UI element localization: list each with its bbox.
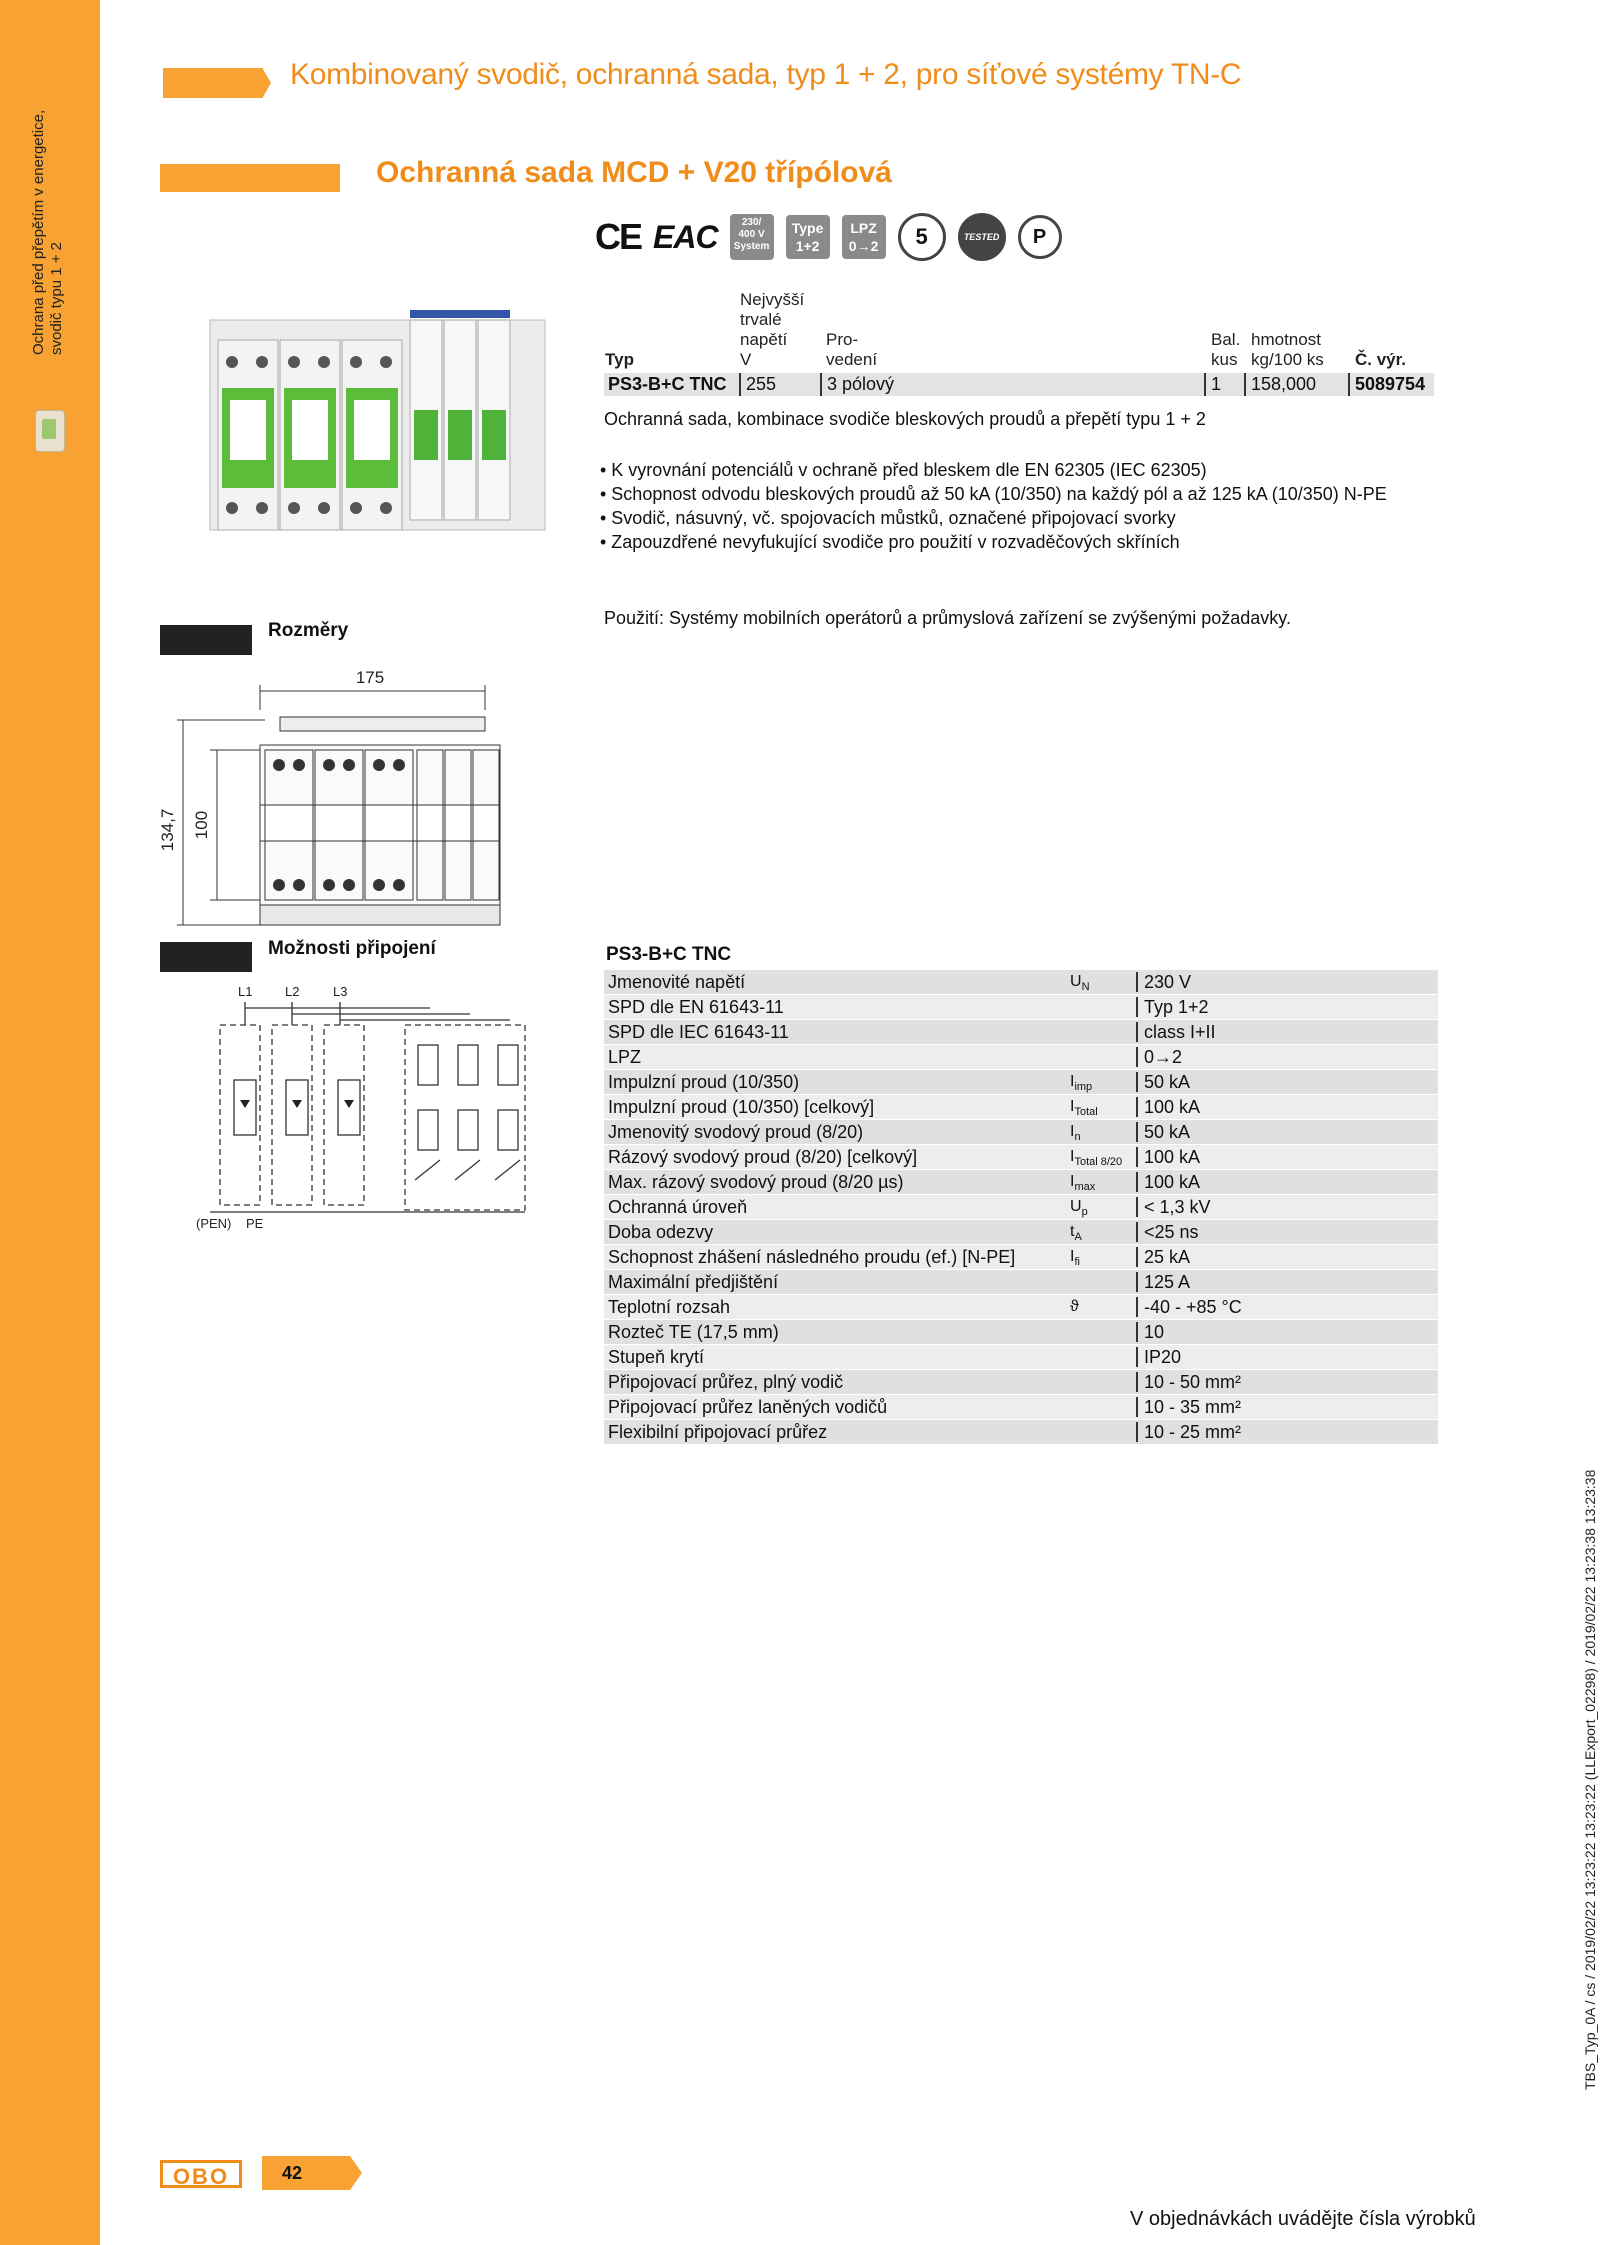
- table-row: [604, 995, 1438, 1020]
- table-row: [604, 1420, 1438, 1445]
- product-image: [210, 300, 545, 550]
- table-row: [604, 1120, 1438, 1145]
- product-thumbnail-icon: [35, 410, 65, 452]
- row-value: 100 kA: [1136, 1147, 1200, 1167]
- tech-table: [604, 970, 1438, 1445]
- system-badge: 230/ 400 V System: [730, 214, 774, 260]
- certification-badges: [595, 214, 1062, 260]
- row-label: Jmenovité napětí: [608, 972, 746, 992]
- feature-item: • Schopnost odvodu bleskových proudů až 50 kA (10/350) na každý pól a až 125 kA (10/350) N-PE: [600, 484, 1387, 504]
- header-tab-marker: [163, 68, 271, 98]
- usage-text: Použití: Systémy mobilních operátorů a průmyslová zařízení se zvýšenými požadavky.: [604, 608, 1291, 628]
- row-label: Jmenovitý svodový proud (8/20): [608, 1122, 864, 1142]
- product-bar-marker: [160, 164, 340, 192]
- type-badge: Type 1+2: [786, 215, 830, 259]
- product-title: Ochranná sada MCD + V20 třípólová: [376, 156, 892, 189]
- dimension-drawing: [158, 665, 555, 935]
- row-label: SPD dle IEC 61643-11: [608, 1022, 789, 1042]
- row-value: 10: [1136, 1322, 1164, 1342]
- table-row: [604, 1270, 1438, 1295]
- page-number-marker: [262, 2156, 362, 2190]
- section-title-dimensions: Rozměry: [268, 620, 349, 641]
- table-row: [604, 1070, 1438, 1095]
- row-value: IP20: [1136, 1347, 1181, 1367]
- row-value: 25 kA: [1136, 1247, 1190, 1267]
- row-symbol: $I_{fi}$: [1070, 1248, 1080, 1269]
- table-row: [604, 1395, 1438, 1420]
- table-row: [604, 1145, 1438, 1170]
- row-label: Maximální předjištění: [608, 1272, 779, 1292]
- eac-mark-icon: EAC: [653, 218, 718, 255]
- table-row: [604, 1345, 1438, 1370]
- section-bar-connection: [160, 942, 252, 972]
- section-title-connection: Možnosti připojení: [268, 938, 436, 959]
- row-label: Připojovací průřez laněných vodičů: [608, 1397, 888, 1417]
- row-value: 100 kA: [1136, 1172, 1200, 1192]
- row-label: Rozteč TE (17,5 mm): [608, 1322, 779, 1342]
- table-row: [604, 1220, 1438, 1245]
- row-value: 10 - 25 mm²: [1136, 1422, 1241, 1442]
- row-value: 50 kA: [1136, 1122, 1190, 1142]
- feature-list: [600, 458, 1460, 554]
- row-label: Připojovací průřez, plný vodič: [608, 1372, 844, 1392]
- row-label: Ochranná úroveň: [608, 1197, 748, 1217]
- gost-mark-icon: P: [1018, 215, 1062, 259]
- row-symbol: ϑ: [1070, 1298, 1079, 1315]
- row-value: 100 kA: [1136, 1097, 1200, 1117]
- connection-diagram: [190, 980, 525, 1230]
- ce-mark-icon: CE: [595, 216, 642, 257]
- row-value: 0→2: [1136, 1047, 1182, 1067]
- row-value: 230 V: [1136, 972, 1191, 992]
- row-symbol: $U_N$: [1070, 973, 1090, 994]
- row-label: Doba odezvy: [608, 1222, 714, 1242]
- sidebar-text: Ochrana před přepětím v energetice, svodič typu 1 + 2: [30, 109, 65, 355]
- feature-item: • Svodič, násuvný, vč. spojovacích můstků, označené připojovací svorky: [600, 508, 1176, 528]
- page-number: 42: [282, 2163, 303, 2183]
- obo-logo: OBO: [160, 2160, 242, 2188]
- five-year-icon: 5: [898, 213, 946, 261]
- tech-table-title: PS3-B+C TNC: [606, 944, 732, 965]
- dim-height-module: 100: [192, 810, 211, 840]
- spec-row: PS3-B+C TNC 255 3 pólový 1 158,000 5089754: [604, 373, 1434, 396]
- row-symbol: $I_{imp}$: [1070, 1073, 1093, 1094]
- row-label: SPD dle EN 61643-11: [608, 997, 784, 1017]
- footer-note: V objednávkách uvádějte čísla výrobků: [1130, 2208, 1476, 2230]
- svg-text:L2: L2: [285, 984, 300, 999]
- row-value: <25 ns: [1136, 1222, 1199, 1242]
- svg-text:L3: L3: [333, 984, 348, 999]
- table-row: [604, 1095, 1438, 1120]
- row-symbol: $I_n$: [1070, 1123, 1081, 1144]
- row-value: 50 kA: [1136, 1072, 1190, 1092]
- row-value: -40 - +85 °C: [1136, 1297, 1242, 1317]
- row-label: Impulzní proud (10/350): [608, 1072, 800, 1092]
- dim-width-label: 175: [355, 668, 385, 687]
- product-description: Ochranná sada, kombinace svodiče bleskových proudů a přepětí typu 1 + 2: [604, 409, 1206, 429]
- svg-text:PE: PE: [246, 1216, 264, 1231]
- row-symbol: $U_p$: [1070, 1198, 1088, 1219]
- table-row: [604, 970, 1438, 995]
- row-label: Stupeň krytí: [608, 1347, 705, 1367]
- row-value: < 1,3 kV: [1136, 1197, 1211, 1217]
- row-value: Typ 1+2: [1136, 997, 1209, 1017]
- section-bar-dimensions: [160, 625, 252, 655]
- row-label: LPZ: [608, 1047, 642, 1067]
- row-value: class I+II: [1136, 1022, 1216, 1042]
- row-symbol: $I_{Total}$: [1070, 1098, 1098, 1119]
- lpz-badge: LPZ 0→2: [842, 215, 886, 259]
- feature-item: • K vyrovnání potenciálů v ochraně před bleskem dle EN 62305 (IEC 62305): [600, 460, 1207, 480]
- table-row: [604, 1370, 1438, 1395]
- table-row: [604, 1170, 1438, 1195]
- row-value: 10 - 35 mm²: [1136, 1397, 1241, 1417]
- dim-height-total: 134,7: [158, 808, 177, 852]
- feature-item: • Zapouzdřené nevyfukující svodiče pro použití v rozvaděčových skříních: [600, 532, 1180, 552]
- row-label: Teplotní rozsah: [608, 1297, 731, 1317]
- table-row: [604, 1020, 1438, 1045]
- row-value: 10 - 50 mm²: [1136, 1372, 1241, 1392]
- row-value: 125 A: [1136, 1272, 1190, 1292]
- row-label: Rázový svodový proud (8/20) [celkový]: [608, 1147, 918, 1167]
- row-label: Impulzní proud (10/350) [celkový]: [608, 1097, 875, 1117]
- row-symbol: $t_A$: [1070, 1223, 1082, 1244]
- export-metadata: TBS_Typ_0A / cs / 2019/02/22 13:23:22 13:23:22 (LLExport_02298) / 2019/02/22 13:23:38 13:23:38: [1582, 1469, 1598, 2090]
- row-label: Schopnost zhášení následného proudu (ef.) [N-PE]: [608, 1247, 1016, 1267]
- table-row: [604, 1245, 1438, 1270]
- row-label: Max. rázový svodový proud (8/20 µs): [608, 1172, 904, 1192]
- row-label: Flexibilní připojovací průřez: [608, 1422, 828, 1442]
- svg-text:(PEN): (PEN): [196, 1216, 232, 1231]
- row-symbol: $I_{Total 8/20}$: [1070, 1148, 1123, 1169]
- table-row: [604, 1195, 1438, 1220]
- table-row: [604, 1320, 1438, 1345]
- svg-text:L1: L1: [238, 984, 253, 999]
- vde-tested-icon: TESTED: [958, 213, 1006, 261]
- table-row: [604, 1295, 1438, 1320]
- row-symbol: $I_{max}$: [1070, 1173, 1096, 1194]
- page-title: Kombinovaný svodič, ochranná sada, typ 1 + 2, pro síťové systémy TN-C: [290, 58, 1242, 91]
- table-row: [604, 1045, 1438, 1070]
